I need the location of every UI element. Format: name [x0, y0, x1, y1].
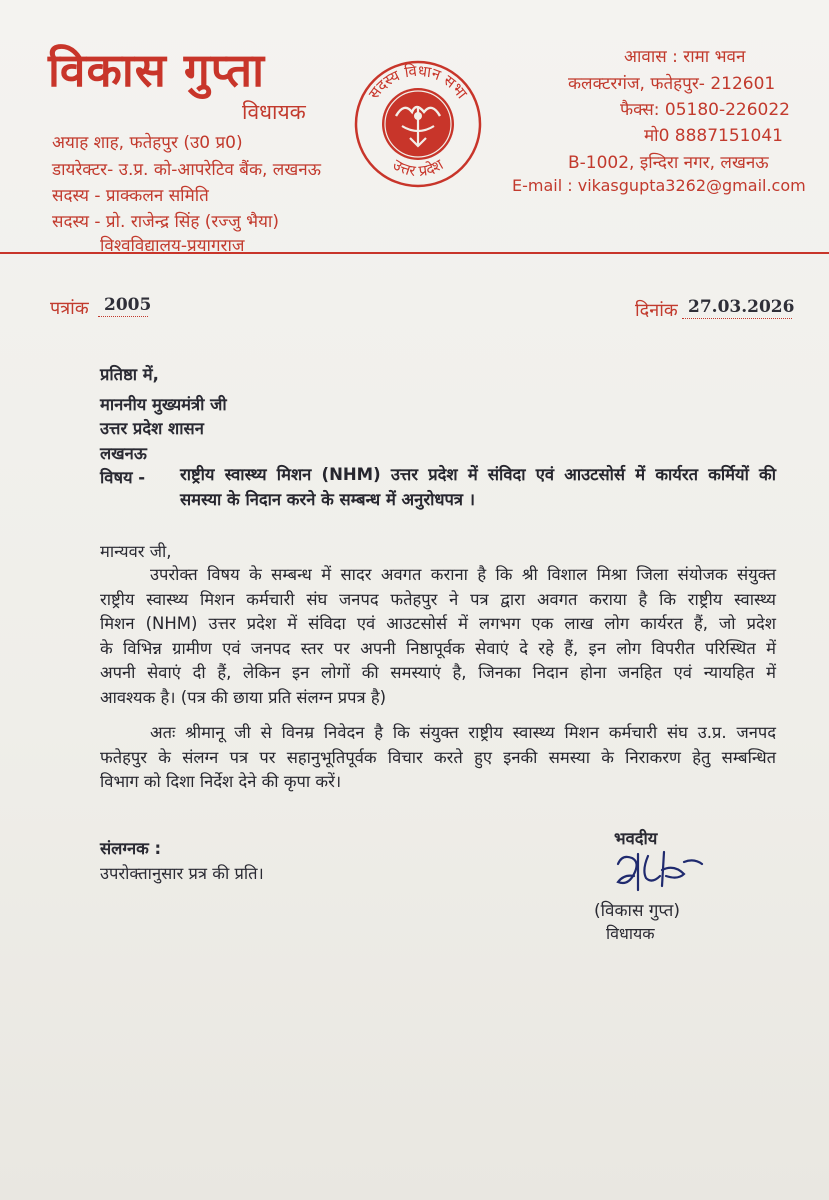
- letterhead-left-line-4: सदस्य - प्रो. राजेन्द्र सिंह (रज्जु भैया): [52, 212, 279, 232]
- enclosure-text: उपरोक्तानुसार प्रत्र की प्रति।: [100, 864, 264, 883]
- patrank-label: पत्रांक: [50, 298, 89, 319]
- para2-line-1: अतः श्रीमानू जी से विनम्र निवेदन है कि संयुक्त राष्ट्रीय स्वास्थ्य मिशन कर्मचारी संघ उ.प्र. जनपद: [150, 723, 776, 742]
- seal-top-text: सदस्य विधान सभा: [364, 61, 471, 103]
- letterhead-left-line-3: सदस्य - प्राक्कलन समिति: [52, 186, 209, 206]
- addressee-line-2: उत्तर प्रदेश शासन: [100, 419, 204, 438]
- dinank-dotline: [682, 318, 792, 319]
- para1-line-5: अपनी सेवाएं दी हैं, लेकिन इन लोगों की समस्याएं है, जिनका निदान होना जनहित एवं न्यायहित में: [100, 663, 776, 682]
- letterhead-name: विकास गुप्ता: [48, 43, 266, 97]
- letterhead-left-line-1: अयाह शाह, फतेहपुर (उ0 प्र0): [52, 133, 243, 153]
- dinank-value: 27.03.2026: [688, 297, 795, 317]
- letterhead-right-line-1: आवास : रामा भवन: [624, 47, 746, 67]
- addressee-line-3: लखनऊ: [100, 444, 147, 463]
- para1-line-1: उपरोक्त विषय के सम्बन्ध में सादर अवगत कराना है कि श्री विशाल मिश्रा जिला संयोजक संयुक्त: [150, 565, 776, 584]
- patrank-dotline: [98, 316, 148, 317]
- para1-line-6: आवश्यक है। (पत्र की छाया प्रति संलग्न प्रपत्र है): [100, 687, 387, 707]
- handwritten-signature: [604, 844, 714, 900]
- letterhead-email: E-mail : vikasgupta3262@gmail.com: [512, 176, 806, 195]
- closing-bhavdiya: भवदीय: [614, 829, 658, 848]
- seal-emblem: [352, 58, 484, 190]
- addressee-line-1: माननीय मुख्यमंत्री जी: [100, 395, 227, 414]
- subject-text: [180, 463, 776, 512]
- subject-line-2: समस्या के निदान करने के सम्बन्ध में अनुरोधपत्र ।: [180, 489, 475, 509]
- para1-line-2: राष्ट्रीय स्वास्थ्य मिशन कर्मचारी संघ जनपद फतेहपुर ने पत्र द्वारा अवगत कराया है कि राष्ट्रीय स्वास्थ्य: [100, 589, 776, 609]
- para1-line-4: के विभिन्न ग्रामीण एवं जनपद स्तर पर अपनी निष्ठापूर्वक सेवाएं दे रहे हैं, इन लोग विपरीत परिस्थित में: [100, 638, 776, 658]
- para1-line-3: मिशन (NHM) उत्तर प्रदेश में संविदा एवं आउटसोर्स में लगभग एक लाख लोग कार्यरत हैं, जो प्रदेश: [100, 614, 776, 633]
- seal-bottom-text: उत्तर प्रदेश: [389, 155, 447, 181]
- letterhead-left-line-5: विश्वविद्यालय-प्रयागराज: [100, 236, 245, 256]
- enclosure-label: संलग्नक :: [100, 839, 162, 858]
- signatory-name: (विकास गुप्त): [594, 901, 680, 921]
- addressee-to: प्रतिष्ठा में,: [100, 365, 159, 384]
- letterhead-divider: [0, 252, 829, 254]
- body-paragraph-2: [100, 721, 776, 795]
- para2-line-2: फतेहपुर के संलग्न पत्र पर सहानुभूतिपूर्वक विचार करते हुए इनकी समस्या के निराकरण हेतु सम्बन्धित: [100, 747, 776, 767]
- letterhead-designation: विधायक: [242, 100, 306, 124]
- dinank-label: दिनांक: [635, 300, 678, 321]
- letterhead-left-line-2: डायरेक्टर- उ.प्र. को-आपरेटिव बैंक, लखनऊ: [52, 160, 322, 180]
- patrank-value: 2005: [104, 295, 152, 315]
- letterhead-right-line-3: फैक्स: 05180-226022: [620, 100, 791, 120]
- subject-line-1: राष्ट्रीय स्वास्थ्य मिशन (NHM) उत्तर प्रदेश में संविदा एवं आउटसोर्स में कार्यरत कर्मियों की: [180, 465, 776, 484]
- letterhead-right-line-5: B-1002, इन्दिरा नगर, लखनऊ: [568, 153, 769, 173]
- signatory-designation: विधायक: [606, 924, 655, 943]
- greeting: मान्यवर जी,: [100, 542, 172, 561]
- letterhead-right-line-2: कलक्टरगंज, फतेहपुर- 212601: [568, 74, 776, 94]
- subject-label: विषय -: [100, 468, 146, 487]
- letterhead-right-line-4: मो0 8887151041: [644, 126, 783, 146]
- para2-line-3: विभाग को दिशा निर्देश देने की कृपा करें।: [100, 772, 342, 791]
- body-paragraph-1: [100, 563, 776, 710]
